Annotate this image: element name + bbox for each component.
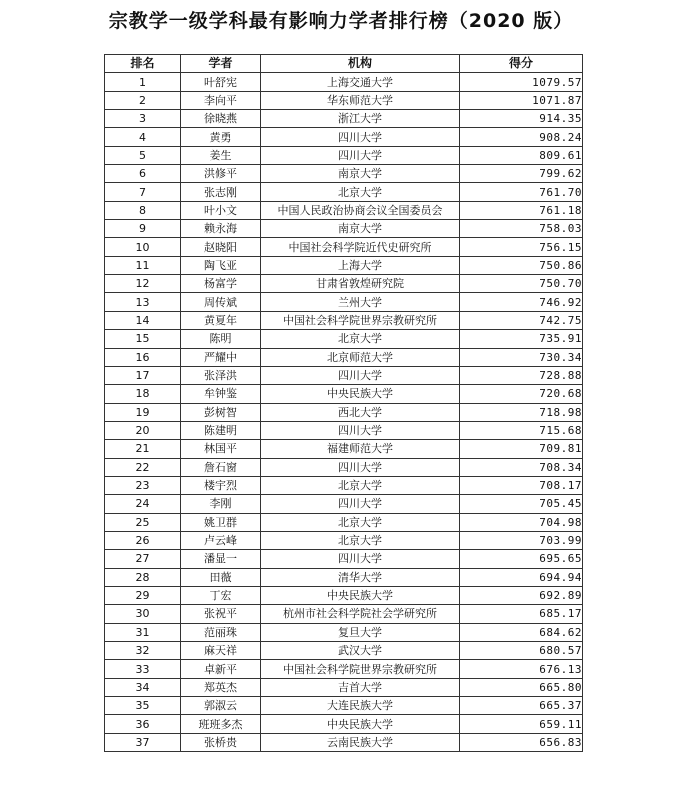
score-cell: 730.34 [460, 348, 583, 366]
name-cell: 张泽洪 [181, 366, 261, 384]
org-cell: 兰州大学 [261, 293, 460, 311]
score-cell: 756.15 [460, 238, 583, 256]
rank-cell: 9 [105, 220, 181, 238]
org-cell: 四川大学 [261, 146, 460, 164]
score-cell: 914.35 [460, 110, 583, 128]
name-cell: 张祝平 [181, 605, 261, 623]
score-cell: 728.88 [460, 366, 583, 384]
org-cell: 中国社会科学院世界宗教研究所 [261, 311, 460, 329]
rank-cell: 34 [105, 678, 181, 696]
score-cell: 705.45 [460, 495, 583, 513]
rank-cell: 36 [105, 715, 181, 733]
name-cell: 赵晓阳 [181, 238, 261, 256]
org-cell: 大连民族大学 [261, 697, 460, 715]
org-cell: 中国社会科学院近代史研究所 [261, 238, 460, 256]
table-row [105, 513, 583, 531]
name-cell: 林国平 [181, 440, 261, 458]
org-cell: 福建师范大学 [261, 440, 460, 458]
table-row [105, 440, 583, 458]
table-row [105, 256, 583, 274]
table-row [105, 238, 583, 256]
score-cell: 692.89 [460, 586, 583, 604]
name-cell: 周传斌 [181, 293, 261, 311]
score-cell: 676.13 [460, 660, 583, 678]
org-cell: 上海交通大学 [261, 73, 460, 91]
name-cell: 郭淑云 [181, 697, 261, 715]
table-row [105, 311, 583, 329]
rank-cell: 22 [105, 458, 181, 476]
table-row [105, 586, 583, 604]
table-row [105, 623, 583, 641]
org-cell: 四川大学 [261, 550, 460, 568]
rank-cell: 17 [105, 366, 181, 384]
table-row [105, 128, 583, 146]
score-cell: 750.70 [460, 275, 583, 293]
score-cell: 761.70 [460, 183, 583, 201]
name-cell: 班班多杰 [181, 715, 261, 733]
header-score: 得分 [460, 55, 583, 73]
score-cell: 908.24 [460, 128, 583, 146]
score-cell: 709.81 [460, 440, 583, 458]
table-row [105, 697, 583, 715]
table-row [105, 110, 583, 128]
rank-cell: 1 [105, 73, 181, 91]
org-cell: 西北大学 [261, 403, 460, 421]
score-cell: 694.94 [460, 568, 583, 586]
org-cell: 华东师范大学 [261, 91, 460, 109]
name-cell: 陶飞亚 [181, 256, 261, 274]
name-cell: 麻天祥 [181, 642, 261, 660]
score-cell: 703.99 [460, 531, 583, 549]
rank-cell: 23 [105, 476, 181, 494]
score-cell: 715.68 [460, 421, 583, 439]
org-cell: 北京大学 [261, 531, 460, 549]
name-cell: 徐晓燕 [181, 110, 261, 128]
rank-cell: 27 [105, 550, 181, 568]
table-row [105, 605, 583, 623]
rank-cell: 14 [105, 311, 181, 329]
name-cell: 赖永海 [181, 220, 261, 238]
score-cell: 799.62 [460, 165, 583, 183]
score-cell: 659.11 [460, 715, 583, 733]
score-cell: 718.98 [460, 403, 583, 421]
name-cell: 张志刚 [181, 183, 261, 201]
name-cell: 李刚 [181, 495, 261, 513]
name-cell: 郑英杰 [181, 678, 261, 696]
rank-cell: 11 [105, 256, 181, 274]
rank-cell: 18 [105, 385, 181, 403]
org-cell: 云南民族大学 [261, 733, 460, 751]
score-cell: 704.98 [460, 513, 583, 531]
name-cell: 陈建明 [181, 421, 261, 439]
org-cell: 清华大学 [261, 568, 460, 586]
name-cell: 姜生 [181, 146, 261, 164]
org-cell: 吉首大学 [261, 678, 460, 696]
table-row [105, 403, 583, 421]
header-org: 机构 [261, 55, 460, 73]
name-cell: 范丽珠 [181, 623, 261, 641]
org-cell: 四川大学 [261, 421, 460, 439]
table-row [105, 165, 583, 183]
org-cell: 上海大学 [261, 256, 460, 274]
score-cell: 684.62 [460, 623, 583, 641]
name-cell: 陈明 [181, 330, 261, 348]
name-cell: 黄勇 [181, 128, 261, 146]
org-cell: 中国人民政治协商会议全国委员会 [261, 201, 460, 219]
org-cell: 中国社会科学院世界宗教研究所 [261, 660, 460, 678]
score-cell: 809.61 [460, 146, 583, 164]
score-cell: 742.75 [460, 311, 583, 329]
rank-cell: 6 [105, 165, 181, 183]
table-row [105, 550, 583, 568]
table-row [105, 476, 583, 494]
org-cell: 南京大学 [261, 165, 460, 183]
score-cell: 665.37 [460, 697, 583, 715]
org-cell: 复旦大学 [261, 623, 460, 641]
name-cell: 詹石窗 [181, 458, 261, 476]
table-row [105, 678, 583, 696]
header-name: 学者 [181, 55, 261, 73]
name-cell: 卓新平 [181, 660, 261, 678]
table-row [105, 421, 583, 439]
org-cell: 中央民族大学 [261, 715, 460, 733]
rank-cell: 2 [105, 91, 181, 109]
table-row [105, 568, 583, 586]
score-cell: 685.17 [460, 605, 583, 623]
table-row [105, 348, 583, 366]
org-cell: 杭州市社会科学院社会学研究所 [261, 605, 460, 623]
table-row [105, 642, 583, 660]
score-cell: 708.17 [460, 476, 583, 494]
rank-cell: 5 [105, 146, 181, 164]
table-row [105, 495, 583, 513]
table-row [105, 220, 583, 238]
rank-cell: 32 [105, 642, 181, 660]
table-row [105, 91, 583, 109]
table-row [105, 183, 583, 201]
name-cell: 张桥贵 [181, 733, 261, 751]
score-cell: 708.34 [460, 458, 583, 476]
rank-cell: 7 [105, 183, 181, 201]
rank-cell: 30 [105, 605, 181, 623]
table-row [105, 715, 583, 733]
org-cell: 四川大学 [261, 458, 460, 476]
score-cell: 735.91 [460, 330, 583, 348]
name-cell: 潘显一 [181, 550, 261, 568]
rank-cell: 24 [105, 495, 181, 513]
org-cell: 北京大学 [261, 330, 460, 348]
table-body [105, 73, 583, 752]
score-cell: 758.03 [460, 220, 583, 238]
org-cell: 北京大学 [261, 513, 460, 531]
rank-cell: 31 [105, 623, 181, 641]
name-cell: 田薇 [181, 568, 261, 586]
score-cell: 761.18 [460, 201, 583, 219]
name-cell: 楼宇烈 [181, 476, 261, 494]
rank-cell: 4 [105, 128, 181, 146]
page-title: 宗教学一级学科最有影响力学者排行榜（2020 版） [108, 10, 574, 32]
rank-cell: 19 [105, 403, 181, 421]
org-cell: 北京大学 [261, 183, 460, 201]
name-cell: 杨富学 [181, 275, 261, 293]
name-cell: 严耀中 [181, 348, 261, 366]
score-cell: 665.80 [460, 678, 583, 696]
rank-cell: 37 [105, 733, 181, 751]
org-cell: 浙江大学 [261, 110, 460, 128]
table-row [105, 660, 583, 678]
org-cell: 北京师范大学 [261, 348, 460, 366]
rank-cell: 13 [105, 293, 181, 311]
rank-cell: 10 [105, 238, 181, 256]
table-row [105, 385, 583, 403]
score-cell: 695.65 [460, 550, 583, 568]
org-cell: 中央民族大学 [261, 586, 460, 604]
ranking-table [104, 54, 583, 752]
table-row [105, 73, 583, 91]
name-cell: 叶舒宪 [181, 73, 261, 91]
table-row [105, 330, 583, 348]
score-cell: 1071.87 [460, 91, 583, 109]
header-row [105, 55, 583, 73]
score-cell: 720.68 [460, 385, 583, 403]
rank-cell: 15 [105, 330, 181, 348]
rank-cell: 25 [105, 513, 181, 531]
org-cell: 甘肃省敦煌研究院 [261, 275, 460, 293]
rank-cell: 29 [105, 586, 181, 604]
name-cell: 卢云峰 [181, 531, 261, 549]
name-cell: 丁宏 [181, 586, 261, 604]
table-row [105, 733, 583, 751]
score-cell: 1079.57 [460, 73, 583, 91]
table-header [105, 55, 583, 73]
name-cell: 洪修平 [181, 165, 261, 183]
header-rank: 排名 [105, 55, 181, 73]
table-row [105, 458, 583, 476]
table-row [105, 201, 583, 219]
name-cell: 李向平 [181, 91, 261, 109]
org-cell: 四川大学 [261, 495, 460, 513]
org-cell: 南京大学 [261, 220, 460, 238]
score-cell: 746.92 [460, 293, 583, 311]
rank-cell: 33 [105, 660, 181, 678]
score-cell: 656.83 [460, 733, 583, 751]
rank-cell: 8 [105, 201, 181, 219]
rank-cell: 35 [105, 697, 181, 715]
name-cell: 叶小文 [181, 201, 261, 219]
org-cell: 四川大学 [261, 128, 460, 146]
org-cell: 中央民族大学 [261, 385, 460, 403]
table-row [105, 275, 583, 293]
table-row [105, 293, 583, 311]
name-cell: 牟钟鉴 [181, 385, 261, 403]
rank-cell: 12 [105, 275, 181, 293]
score-cell: 680.57 [460, 642, 583, 660]
org-cell: 四川大学 [261, 366, 460, 384]
org-cell: 武汉大学 [261, 642, 460, 660]
score-cell: 750.86 [460, 256, 583, 274]
rank-cell: 20 [105, 421, 181, 439]
table-row [105, 531, 583, 549]
table-row [105, 146, 583, 164]
rank-cell: 3 [105, 110, 181, 128]
rank-cell: 28 [105, 568, 181, 586]
name-cell: 黄夏年 [181, 311, 261, 329]
rank-cell: 21 [105, 440, 181, 458]
table-row [105, 366, 583, 384]
org-cell: 北京大学 [261, 476, 460, 494]
rank-cell: 26 [105, 531, 181, 549]
name-cell: 姚卫群 [181, 513, 261, 531]
name-cell: 彭树智 [181, 403, 261, 421]
rank-cell: 16 [105, 348, 181, 366]
